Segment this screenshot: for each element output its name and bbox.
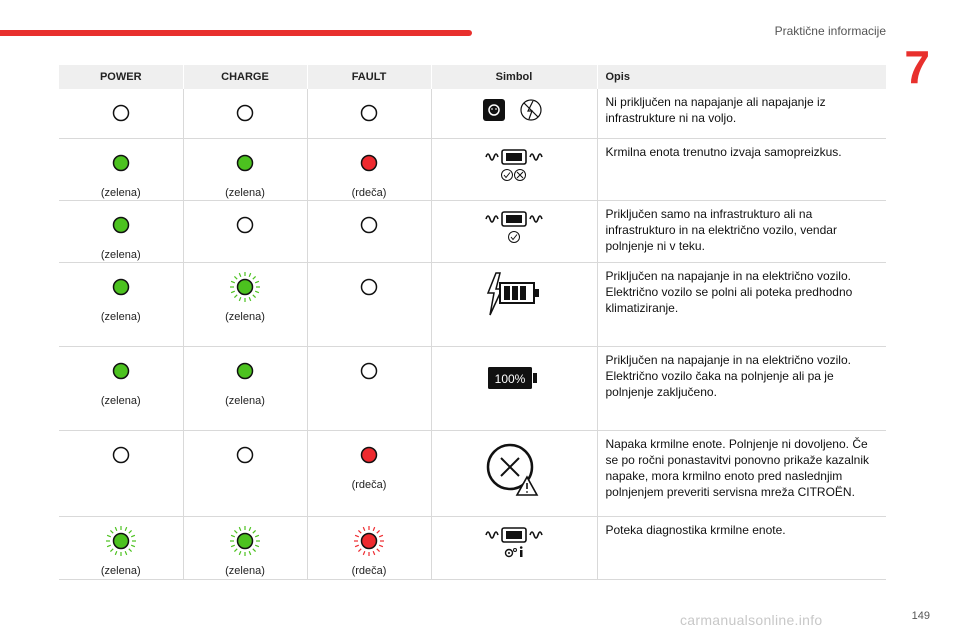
led-color-label: (zelena): [225, 394, 265, 407]
symbol-cell: [431, 89, 597, 138]
indicator-table: [59, 65, 887, 580]
battery-percent-text: 100%: [494, 371, 526, 386]
symbol-cell: [431, 138, 597, 200]
led-color-label: (rdeča): [351, 478, 387, 491]
description-cell: Priključen na napajanje in na električno vozilo. Električno vozilo čaka na polnjenje ali pa je polnjenje zaključeno.: [597, 346, 886, 430]
led-color-label: (zelena): [225, 310, 265, 323]
off-led-icon: [308, 97, 431, 129]
green-led-icon: [59, 209, 183, 241]
green-led-icon: [59, 147, 183, 179]
table-row: [59, 262, 886, 346]
led-color-label: (zelena): [100, 564, 141, 577]
green-led-icon: [59, 271, 183, 303]
description-cell: Poteka diagnostika krmilne enote.: [597, 516, 886, 579]
power-cell: [59, 516, 183, 579]
off-led-icon: [308, 271, 431, 303]
off-led-icon: [184, 97, 307, 129]
green-led-icon: [184, 355, 307, 387]
description-cell: Priključen samo na infrastrukturo ali na infrastrukturo in na električno vozilo, vendar polnjenje ni v teku.: [597, 200, 886, 262]
charge-cell: [183, 516, 307, 579]
power-cell: [59, 262, 183, 346]
symbol-cell: [431, 200, 597, 262]
cable-check-cross-icon: [482, 145, 546, 183]
red-led-icon: [308, 439, 431, 471]
charge-cell: [183, 262, 307, 346]
led-color-label: (zelena): [225, 564, 265, 577]
symbol-cell: [431, 262, 597, 346]
table-row: [59, 89, 886, 138]
green-led-icon: [59, 525, 183, 557]
led-color-label: (zelena): [100, 248, 141, 261]
description-cell: Priključen na napajanje in na električno vozilo. Električno vozilo se polni ali poteka predhodno klimatiziranje.: [597, 262, 886, 346]
description-cell: Krmilna enota trenutno izvaja samopreizkus.: [597, 138, 886, 200]
green-led-icon: [184, 271, 307, 303]
fault-cell: [307, 138, 431, 200]
fault-cell: [307, 262, 431, 346]
table-row: [59, 430, 886, 516]
led-color-label: (zelena): [100, 394, 141, 407]
led-color-label: (zelena): [100, 310, 141, 323]
fault-cell: [307, 346, 431, 430]
led-color-label: (zelena): [225, 186, 265, 199]
red-led-icon: [308, 525, 431, 557]
charge-cell: [183, 430, 307, 516]
charge-cell: [183, 89, 307, 138]
header-accent-bar: [0, 30, 472, 36]
battery-full-icon: [482, 353, 546, 403]
off-led-icon: [59, 97, 183, 129]
red-led-icon: [308, 147, 431, 179]
fault-cell: [307, 89, 431, 138]
col-symbol: Simbol: [431, 65, 597, 89]
power-cell: [59, 89, 183, 138]
plug-and-no-charge-icon: [479, 95, 549, 125]
page-number: 149: [911, 610, 930, 622]
symbol-cell: [431, 516, 597, 579]
fault-cell: [307, 200, 431, 262]
off-led-icon: [184, 209, 307, 241]
fault-warning-icon: [482, 437, 546, 503]
battery-charging-icon: [482, 269, 546, 319]
cable-diagnostic-icon: [482, 523, 546, 561]
cable-check-icon: [482, 207, 546, 245]
power-cell: [59, 138, 183, 200]
led-color-label: (zelena): [100, 186, 141, 199]
col-fault: FAULT: [307, 65, 431, 89]
symbol-cell: [431, 430, 597, 516]
table-row: [59, 346, 886, 430]
col-description: Opis: [597, 65, 886, 89]
fault-cell: [307, 430, 431, 516]
power-cell: [59, 200, 183, 262]
off-led-icon: [308, 355, 431, 387]
col-charge: CHARGE: [183, 65, 307, 89]
description-cell: Ni priključen na napajanje ali napajanje iz infrastrukture ni na voljo.: [597, 89, 886, 138]
charge-cell: [183, 138, 307, 200]
symbol-cell: [431, 346, 597, 430]
chapter-number: 7: [904, 41, 930, 93]
description-cell: Napaka krmilne enote. Polnjenje ni dovoljeno. Če se po ročni ponastavitvi ponovno prikaže kazalnik napake, mora krmilno enoto pred naslednjim polnjenjem preveriti servisna mreža CITROËN.: [597, 430, 886, 516]
power-cell: [59, 346, 183, 430]
fault-cell: [307, 516, 431, 579]
section-title: Praktične informacije: [774, 24, 886, 38]
green-led-icon: [59, 355, 183, 387]
watermark: carmanualsonline.info: [680, 612, 823, 628]
col-power: POWER: [59, 65, 183, 89]
table-row: [59, 138, 886, 200]
power-cell: [59, 430, 183, 516]
led-color-label: (rdeča): [351, 186, 387, 199]
table-row: [59, 516, 886, 579]
led-color-label: (rdeča): [351, 564, 387, 577]
table-row: [59, 200, 886, 262]
off-led-icon: [308, 209, 431, 241]
table-header-row: [59, 65, 886, 89]
green-led-icon: [184, 525, 307, 557]
off-led-icon: [184, 439, 307, 471]
off-led-icon: [59, 439, 183, 471]
green-led-icon: [184, 147, 307, 179]
charge-cell: [183, 346, 307, 430]
charge-cell: [183, 200, 307, 262]
